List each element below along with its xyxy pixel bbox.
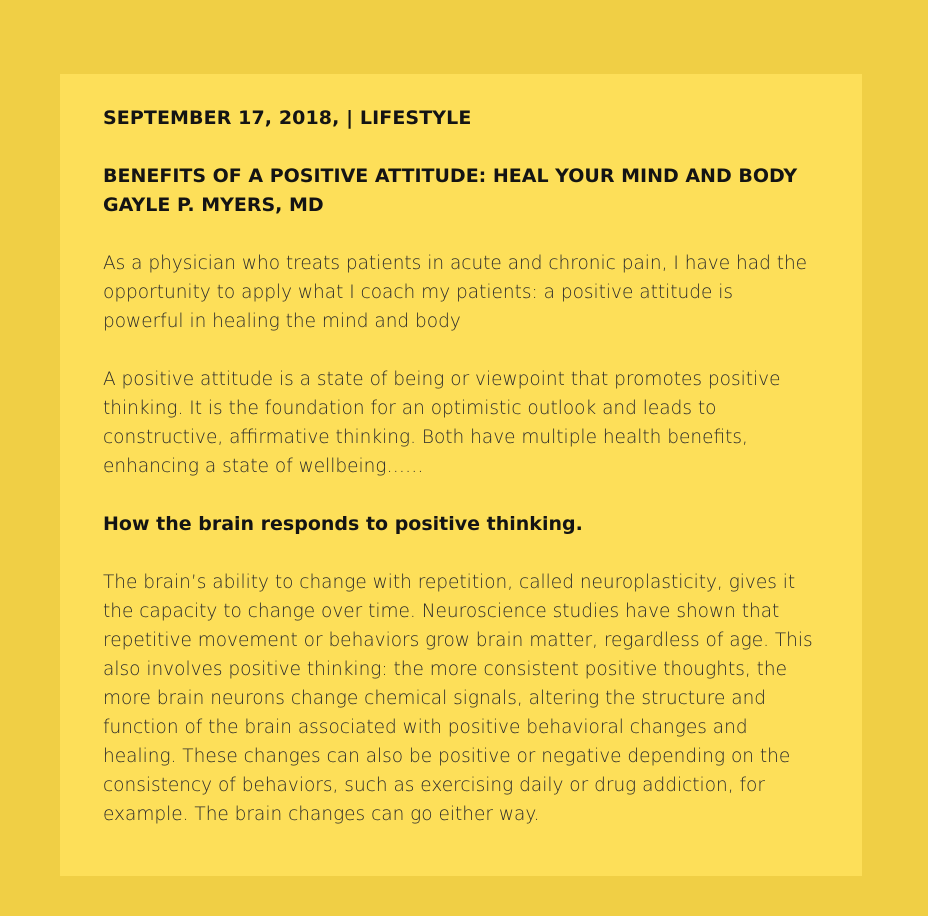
section-heading: How the brain responds to positive thinking. — [103, 513, 583, 535]
article-card — [60, 74, 862, 876]
article-header — [103, 162, 818, 220]
paragraph-definition: A positive attitude is a state of being or viewpoint that promotes positive thinking. It is the foundation for an optimistic outlook and leads to constructive, affirmative thinking. Both have multiple health benefits, enhancing a state of wellbeing…… — [103, 369, 781, 477]
article-author: GAYLE P. MYERS, MD — [103, 194, 324, 216]
article-meta: SEPTEMBER 17, 2018, | LIFESTYLE — [103, 107, 472, 129]
article-title: BENEFITS OF A POSITIVE ATTITUDE: HEAL YOUR MIND AND BODY — [103, 165, 798, 187]
paragraph-intro: As a physician who treats patients in acute and chronic pain, I have had the opportunity to apply what I coach my patients: a positive attitude is powerful in healing the mind and body — [103, 253, 808, 332]
paragraph-neuroplasticity: The brain’s ability to change with repetition, called neuroplasticity, gives it the capacity to change over time. Neuroscience studies have shown that repetitive movement or behaviors grow brain matter, regardless of age. This also involves positive thinking: the more consistent positive thoughts, the more brain neurons change chemical signals, altering the structure and function of the brain associated with positive behavioral changes and healing. These changes can also be positive or negative depending on the consistency of behaviors, such as exercising daily or drug addiction, for example. The brain changes can go either way. — [103, 572, 813, 825]
